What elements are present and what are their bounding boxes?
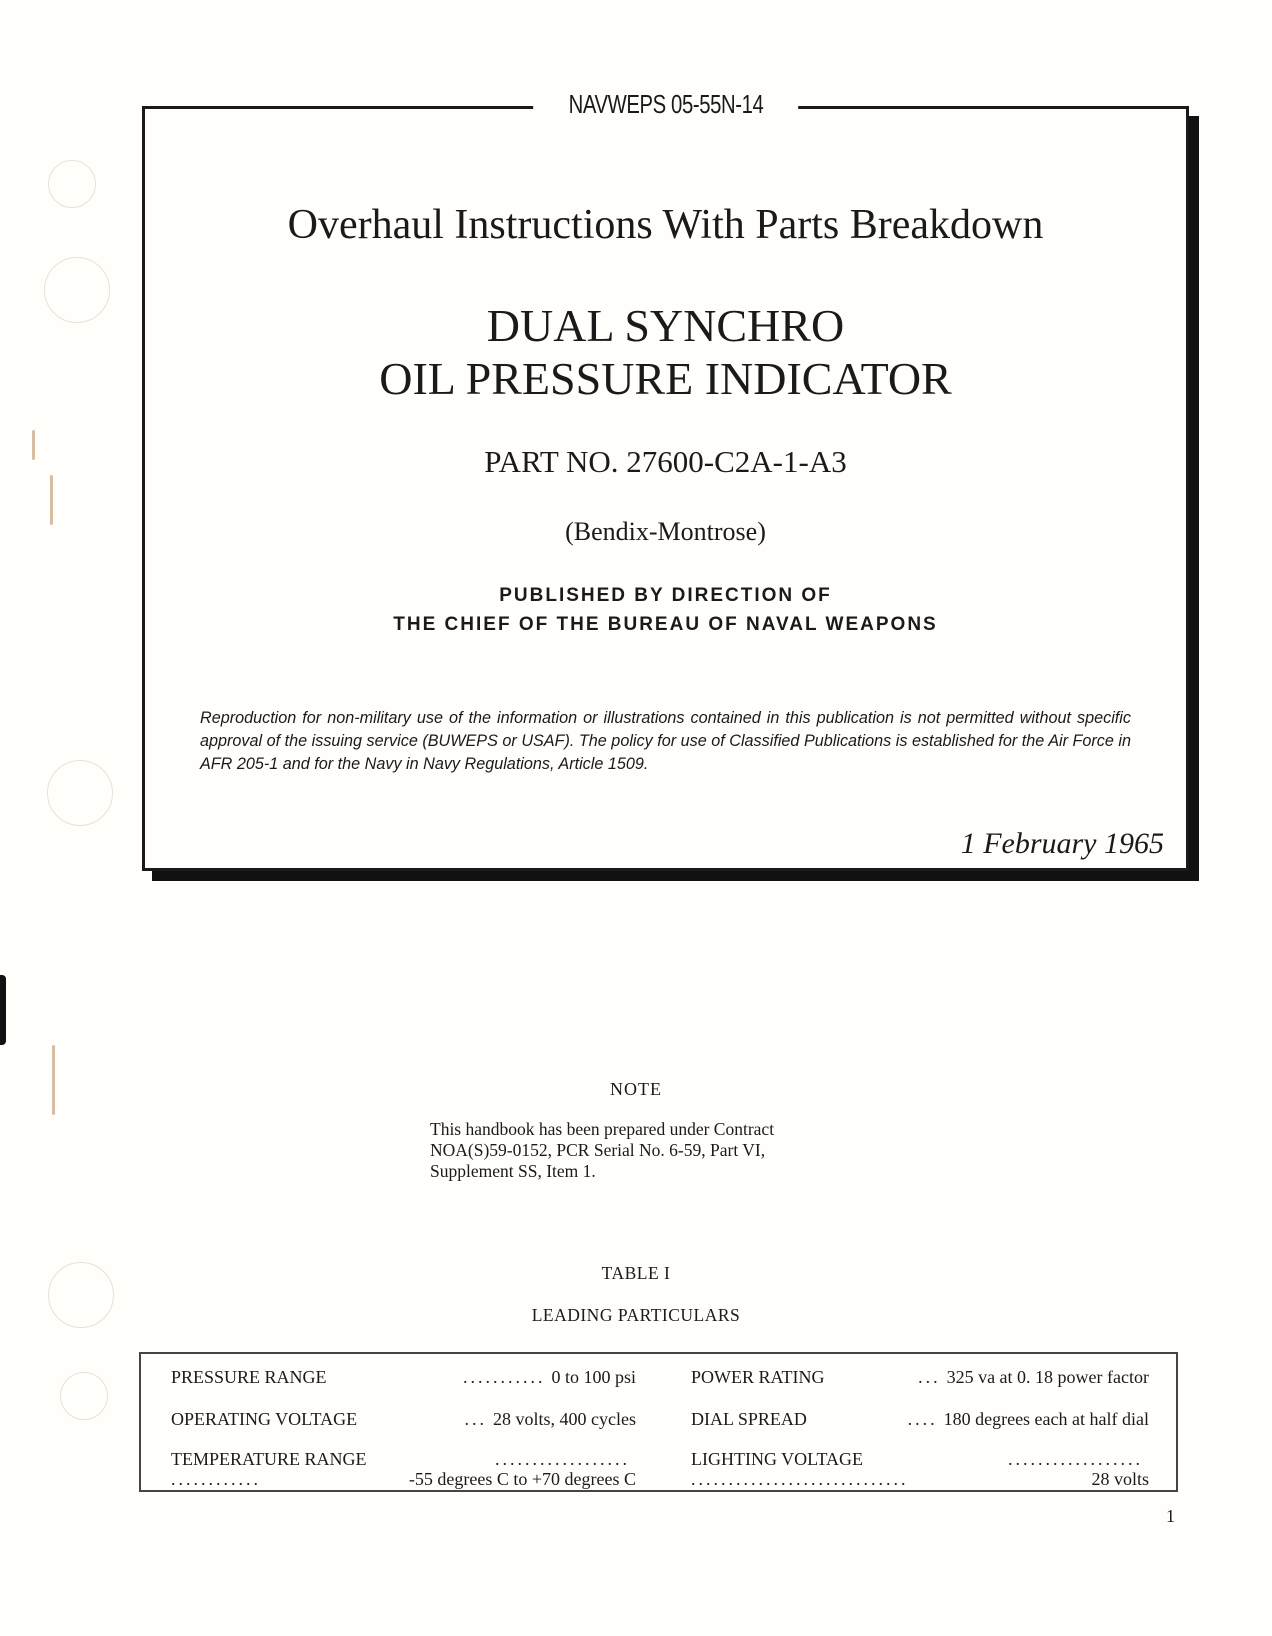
publisher-statement bbox=[145, 581, 1186, 639]
leading-particulars-table bbox=[139, 1352, 1178, 1492]
note-line: This handbook has been prepared under Contract bbox=[430, 1119, 775, 1139]
table-number: TABLE I bbox=[601, 1263, 671, 1283]
page-number: 1 bbox=[1166, 1506, 1175, 1526]
leader-dots: ... bbox=[918, 1367, 941, 1387]
particular-label: OPERATING VOLTAGE bbox=[171, 1409, 358, 1429]
product-name-line-2: OIL PRESSURE INDICATOR bbox=[379, 353, 952, 404]
particular-label: PRESSURE RANGE bbox=[171, 1367, 327, 1387]
leader-dots: ............ bbox=[171, 1469, 261, 1489]
product-name-line-1: DUAL SYNCHRO bbox=[486, 300, 845, 351]
particular-label: POWER RATING bbox=[691, 1367, 825, 1387]
note-line: Supplement SS, Item 1. bbox=[430, 1161, 596, 1181]
particular-value: 0 to 100 psi bbox=[551, 1367, 636, 1387]
particular-row bbox=[691, 1449, 1149, 1470]
publisher-line-2: THE CHIEF OF THE BUREAU OF NAVAL WEAPONS bbox=[393, 614, 938, 635]
particular-value: -55 degrees C to +70 degrees C bbox=[408, 1469, 636, 1489]
leader-dots: .... bbox=[907, 1409, 938, 1429]
reproduction-notice: Reproduction for non-military use of the information or illustrations contained in this publication is not permitted without specific approval of the issuing service (BUWEPS or USAF). The policy for use of Classified Publications is established for the Air Force in AFR 205-1 and for the Navy in Navy Regulations, Article 1509. bbox=[200, 709, 1131, 773]
particular-row-continued bbox=[691, 1469, 1149, 1490]
particular-row bbox=[171, 1409, 636, 1430]
particular-row bbox=[171, 1367, 636, 1388]
note-heading: NOTE bbox=[610, 1079, 662, 1099]
leader-dots: ............................. bbox=[691, 1469, 909, 1489]
note-body bbox=[430, 1119, 910, 1182]
punch-hole bbox=[47, 760, 113, 826]
particular-row-continued bbox=[171, 1469, 636, 1490]
manufacturer: (Bendix-Montrose) bbox=[565, 517, 766, 546]
publication-date: 1 February 1965 bbox=[960, 827, 1164, 860]
scan-stain bbox=[50, 475, 53, 525]
leader-dots: ........... bbox=[462, 1367, 546, 1387]
note-line: NOA(S)59-0152, PCR Serial No. 6-59, Part VI, bbox=[430, 1140, 766, 1160]
punch-hole bbox=[44, 257, 110, 323]
publisher-line-1: PUBLISHED BY DIRECTION OF bbox=[499, 585, 832, 606]
product-name bbox=[145, 299, 1186, 405]
particular-value: 180 degrees each at half dial bbox=[943, 1409, 1149, 1429]
particular-row bbox=[691, 1409, 1149, 1430]
punch-hole bbox=[60, 1372, 108, 1420]
particular-row bbox=[171, 1449, 636, 1470]
leader-dots: .................. bbox=[495, 1449, 630, 1469]
particular-label: DIAL SPREAD bbox=[691, 1409, 807, 1429]
document-title: Overhaul Instructions With Parts Breakdown bbox=[287, 202, 1044, 248]
particular-value: 28 volts bbox=[1091, 1469, 1149, 1489]
scan-edge-mark bbox=[0, 975, 6, 1045]
document-number: NAVWEPS 05-55N-14 bbox=[533, 89, 799, 120]
cover-frame bbox=[142, 89, 1189, 871]
particular-row bbox=[691, 1367, 1149, 1388]
leader-dots: ... bbox=[464, 1409, 488, 1429]
part-number: PART NO. 27600-C2A-1-A3 bbox=[484, 444, 847, 479]
table-title: LEADING PARTICULARS bbox=[531, 1305, 741, 1325]
scan-stain bbox=[32, 430, 35, 460]
punch-hole bbox=[48, 160, 96, 208]
particular-value: 28 volts, 400 cycles bbox=[493, 1409, 636, 1429]
leader-dots: .................. bbox=[1008, 1449, 1143, 1469]
particular-label: TEMPERATURE RANGE bbox=[171, 1449, 367, 1469]
particular-label: LIGHTING VOLTAGE bbox=[691, 1449, 864, 1469]
particular-value: 325 va at 0. 18 power factor bbox=[946, 1367, 1149, 1387]
